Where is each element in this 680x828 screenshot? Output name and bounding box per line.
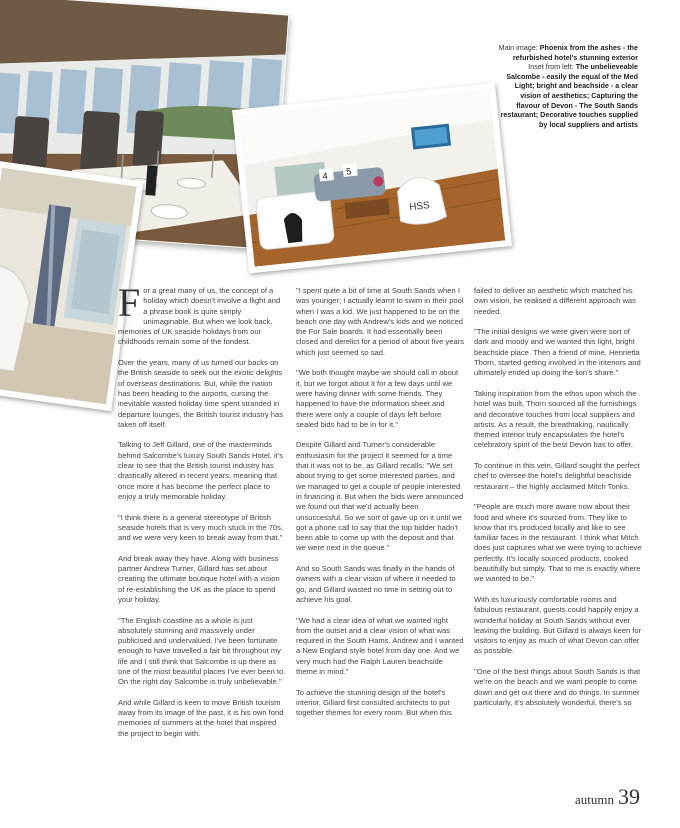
page-folio [575, 784, 640, 810]
paragraph: Talking to Jeff Gillard, one of the masterminds behind Salcombe's luxury South Sands Hotel, it's clear to see that the British tourist industry has drastically altered in recent years, meaning that once more it has become the perfect place to enjoy a truly memorable holiday. [118, 440, 283, 501]
paragraph: Taking inspiration from the ethos upon which the hotel was built, Thorn sourced all the furnishings and decorative touches from local suppliers and artists. As a result, the breathtaking, nautically themed interior truly encapsulates the hotel's celebratory spirit of the best Devon has to offer. [474, 388, 637, 450]
paragraph: "I spent quite a bit of time at South Sands when I was younger; I actually learnt to swim in their pool when I was a kid. We just happened to be on the beach one day with Andrew's kids and we noticed the For Sale boards. It had essentially been closed and derelict for a period of about five years which just seemed so sad. [296, 286, 465, 357]
paragraph: "We both thought maybe we should call in about it, but we forgot about it for a few days until we were having dinner with some friends. They happened to have the information sheet and there were only a couple of days left before sealed bids had to be in for it." [296, 368, 459, 429]
paragraph: "The English coastline as a whole is just absolutely stunning and massively under publicised and undervalued. I've been fortunate enough to have travelled a fair bit throughout my life and I still think that Salcombe is up there as one of the most beautiful places I've ever been to. On the right day Salcombe is truly unbelievable." [118, 615, 286, 687]
paragraph: And while Gillard is keen to move British tourism away from its image of the past, it is his own fond memories of summers at the hotel that inspired the project to begin with. [118, 697, 284, 738]
paragraph: "The initial designs we were given were sort of dark and moody and we wanted this light, bright beachside place. Then a friend of mine, Henrietta Thorn, started getting involved in the interiors and ultimately ended up doing the lion's share." [474, 327, 641, 378]
paragraph: To achieve the stunning design of the hotel's interior, Gillard first consulted architects to put together themes for every room. But when this [296, 687, 452, 718]
paragraph: "People are much more aware now about their food and where it's sourced from. They like to know that it's produced locally and like to see familiar faces in the restaurant. I think what Mitch does just captures what we were trying to achieve perfectly. It's locally sourced products, cooked beautifully but simply. That to me is exactly where we wanted to be." [474, 502, 642, 584]
caption-inset-text: The unbelieveable Salcombe - easily the equal of the Med Light; bright and beachside - a clear vision of aesthetics; Capturing the flavour of Devon - The South Sands restaurant; Decorative touches supplied by local suppliers and artists [500, 62, 638, 129]
paragraph: "We had a clear idea of what we wanted right from the outset and a clear vision of what was required in the South Hams. Andrew and I wanted a New England style hotel from day one. And we very much had the Ralph Lauren beachside theme in mind." [296, 615, 464, 676]
article-column-2 [296, 286, 464, 729]
caption-main-text: Phoenix from the ashes - the refurbished hotel's stunning exterior [512, 43, 638, 62]
article-column-3 [474, 286, 642, 718]
page-number: 39 [618, 784, 640, 809]
caption-inset-lead: Inset from left: [528, 62, 574, 72]
paragraph: And so South Sands was finally in the hands of owners with a clear vision of where it needed to go, and Gillard wasted no time in setting out to achieve his goal. [296, 564, 456, 604]
article-column-1 [118, 280, 286, 749]
caption-main-lead: Main image: [498, 43, 538, 52]
inset-photo-lounge [232, 83, 512, 274]
beanbag-text: HSS [408, 200, 431, 214]
photo-caption [496, 43, 638, 129]
cushion-number-5: 5 [345, 166, 352, 177]
cushion-number-4: 4 [322, 170, 329, 182]
season-label: autumn [575, 792, 614, 807]
paragraph: For a great many of us, the concept of a holiday which doesn't involve a flight and a phrase book is quite simply unimaginable. But when we look back, memories of UK seaside holidays from our childhoods remain some of the fondest. [118, 280, 281, 347]
drop-cap: F [118, 280, 141, 325]
paragraph: And break away they have. Along with business partner Andrew Turner, Gillard has set about creating the ultimate boutique hotel with a vision of re-establishing the UK as the place to spend your holiday. [118, 553, 280, 604]
paragraph: "I think there is a general stereotype of British seaside hotels that is very much stuck in the 70s, and we were very keen to break away from that." [118, 512, 284, 543]
paragraph: With its luxuriously comfortable rooms and fabulous restaurant, guests could happily enjoy a wonderful holiday at South Sands without ever leaving the building. But Gillard is always keen for visitors to enjoy as much of what Devon can offer as possible. [474, 594, 642, 656]
paragraph: Over the years, many of us turned our backs on the British seaside to seek out the exotic delights of overseas destinations. But, while the nation has been heading to the airports, cursing the inevitable wasted holiday time spent stranded in departure lounges, the British tourist industry has taken off itself. [118, 358, 284, 429]
paragraph: To continue in this vein, Gillard sought the perfect chef to oversee the hotel's delightful beachside restaurant – the highly acclaimed Mitch Tonks. [474, 461, 640, 491]
paragraph: failed to deliver an aesthetic which matched his own vision, he realised a different approach was needed. [474, 286, 636, 316]
paragraph: Despite Gillard and Turner's considerable enthusiasm for the project it seemed for a time that it was not to be, as Gillard recalls: "We set about trying to get some interested parties, and we managed to get a couple of people interested in financing it. But when the bids were announced we found out that we'd actually been unsuccessful. So we sort of gave up on it until we got a phone call to say that the top bidder hadn't been able to come up with the deposit and that we were next in the queue." [296, 440, 464, 553]
paragraph: "One of the best things about South Sands is that we're on the beach and we want people to come down and get out there and do things. In summer particularly, it's absolutely wonderful, there's so [474, 666, 641, 707]
